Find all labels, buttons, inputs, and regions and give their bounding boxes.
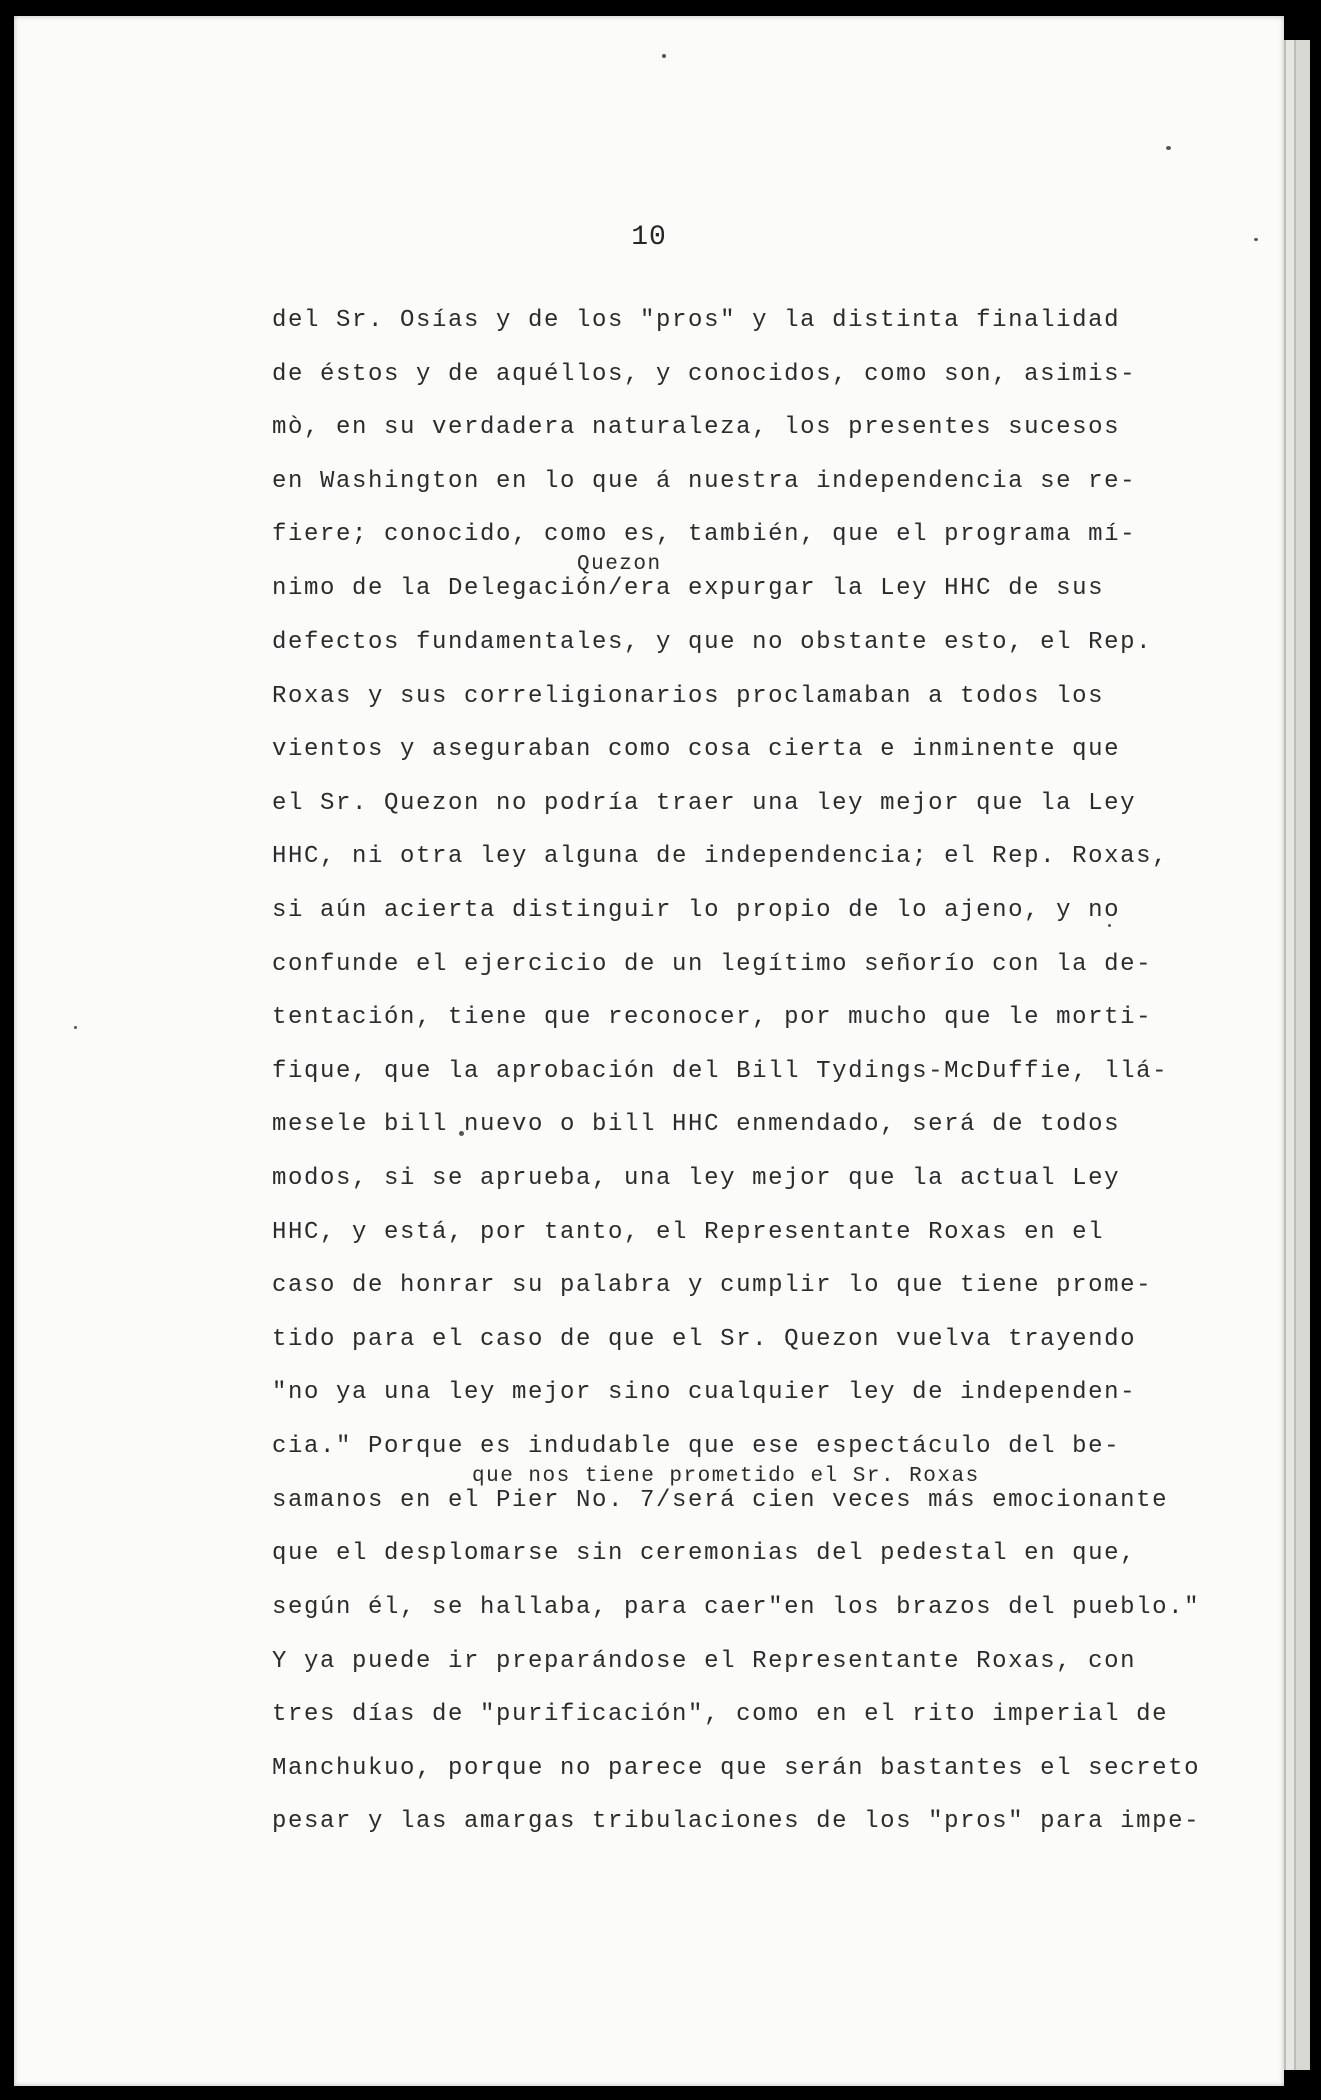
text-line: HHC, ni otra ley alguna de independencia; el Rep. Roxas, [272, 843, 1169, 871]
page-number: 10 [631, 222, 667, 253]
text-line: según él, se hallaba, para caer"en los brazos del pueblo." [272, 1594, 1201, 1622]
text-line: cia." Porque es indudable que ese espectáculo del be- [272, 1432, 1121, 1460]
text-line: el Sr. Quezon no podría traer una ley mejor que la Ley [272, 789, 1137, 817]
text-line: tentación, tiene que reconocer, por mucho que le morti- [272, 1004, 1153, 1032]
text-line: Manchukuo, porque no parece que serán bastantes el secreto [272, 1754, 1201, 1782]
scan-speck [1254, 238, 1258, 241]
text-line: samanos en el Pier No. 7/será cien veces más emocionante [272, 1486, 1169, 1514]
text-line: tres días de "purificación", como en el rito imperial de [272, 1701, 1169, 1729]
text-line: HHC, y está, por tanto, el Representante Roxas en el [272, 1218, 1105, 1246]
text-line: vientos y aseguraban como cosa cierta e inminente que [272, 736, 1121, 764]
text-line: fiere; conocido, como es, también, que el programa mí- [272, 521, 1137, 549]
scan-speck [74, 1026, 77, 1029]
text-line: que el desplomarse sin ceremonias del pedestal en que, [272, 1540, 1137, 1568]
scan-speck [662, 54, 666, 58]
text-line: Y ya puede ir preparándose el Representante Roxas, con [272, 1647, 1137, 1675]
paper-edge [1294, 40, 1310, 2070]
text-line: "no ya una ley mejor sino cualquier ley de independen- [272, 1379, 1137, 1407]
interlinear-insertion: Quezon [577, 553, 662, 577]
text-line: nimo de la Delegación/era expurgar la Ley HHC de sus [272, 575, 1105, 603]
text-line: si aún acierta distinguir lo propio de lo ajeno, y no [272, 896, 1121, 924]
interlinear-insertion: que nos tiene prometido el Sr. Roxas [472, 1464, 980, 1488]
text-line: Roxas y sus correligionarios proclamaban a todos los [272, 682, 1105, 710]
text-line: pesar y las amargas tribulaciones de los "pros" para impe- [272, 1808, 1201, 1836]
typed-body-text [272, 306, 1201, 1861]
text-line: fique, que la aprobación del Bill Tydings-McDuffie, llá- [272, 1057, 1169, 1085]
text-line: mò, en su verdadera naturaleza, los presentes sucesos [272, 414, 1121, 442]
document-page [14, 16, 1284, 2086]
text-line: caso de honrar su palabra y cumplir lo que tiene prome- [272, 1272, 1153, 1300]
text-line: defectos fundamentales, y que no obstante esto, el Rep. [272, 628, 1153, 656]
text-line: de éstos y de aquéllos, y conocidos, como son, asimis- [272, 360, 1137, 388]
text-line: mesele bill nuevo o bill HHC enmendado, será de todos [272, 1111, 1121, 1139]
text-line: tido para el caso de que el Sr. Quezon vuelva trayendo [272, 1325, 1137, 1353]
scan-speck [1166, 146, 1171, 150]
text-line: en Washington en lo que á nuestra independencia se re- [272, 467, 1137, 495]
text-line: modos, si se aprueba, una ley mejor que la actual Ley [272, 1164, 1121, 1192]
text-line: del Sr. Osías y de los "pros" y la distinta finalidad [272, 307, 1121, 334]
text-line: confunde el ejercicio de un legítimo señorío con la de- [272, 950, 1153, 978]
